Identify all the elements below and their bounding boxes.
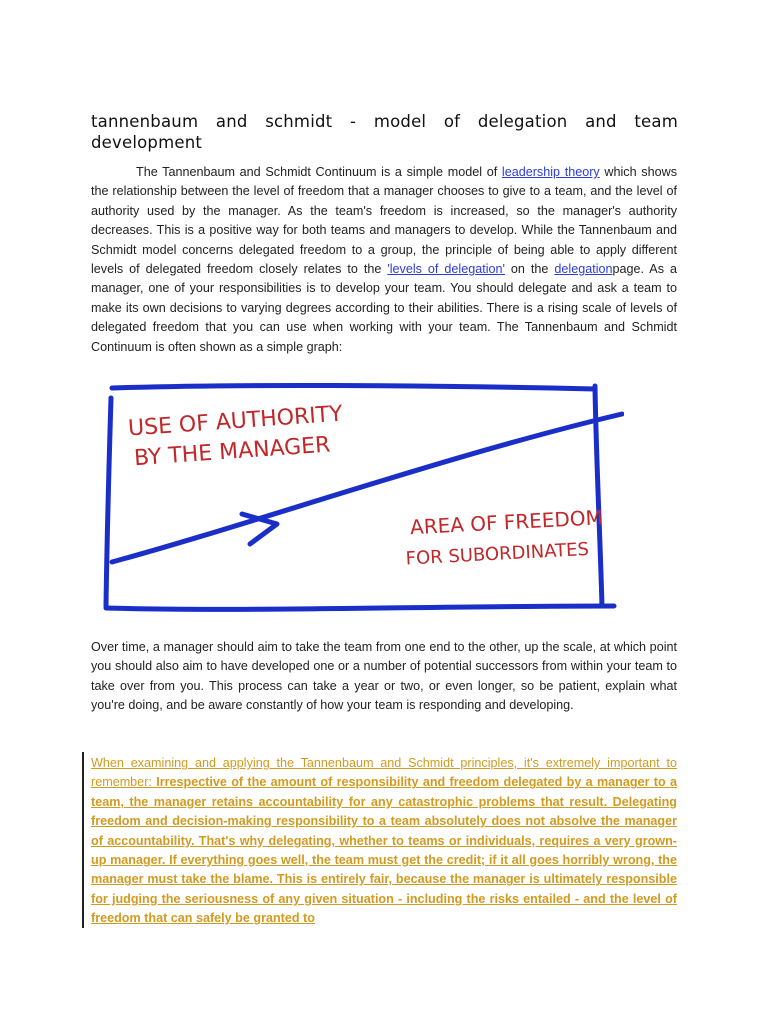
- authority-label: [127, 402, 346, 472]
- authority-label-line2: BY THE MANAGER: [133, 432, 332, 472]
- freedom-label-line1: AREA OF FREEDOM: [409, 505, 604, 540]
- accountability-quote: [91, 754, 677, 929]
- continuum-graph-figure: [92, 374, 624, 620]
- quote-bold-text: Irrespective of the amount of responsibility and freedom delegated by a manager to a team, the manager retains accountability for any catastrophic problems that result. Delegating freedom and decision-making responsibility to a team absolutely does not absolve the manager of accountability. That's why delegating, whether to teams or individuals, requires a very grown-up manager. If everything goes well, the team must get the credit; if it all goes horribly wrong, the manager must take the blame. This is entirely fair, because the manager is ultimately responsible for judging the seriousness of any given situation - including the risks entailed - and the level of freedom that can safely be granted to: [91, 775, 677, 926]
- leadership-theory-link[interactable]: leadership theory: [501, 165, 600, 179]
- intro-text-2: which shows the relationship between the level of freedom that a manager chooses to give to a team, and the level of authority used by the manager. As the team's freedom is increased, so the manager's authority decreases. This is a positive way for both teams and managers to develop. While the Tannenbaum and Schmidt model concerns delegated freedom to a group, the principle of being able to apply different levels of delegated freedom closely relates to the: [91, 165, 677, 277]
- delegation-link[interactable]: delegation: [554, 262, 613, 277]
- intro-text-3: on the: [504, 262, 555, 277]
- quote-bar: [82, 752, 84, 928]
- graph-top-border: [112, 385, 595, 389]
- authority-label-line1: USE OF AUTHORITY: [127, 401, 344, 442]
- continuum-arrow-head: [242, 514, 277, 544]
- freedom-label-line2: FOR SUBORDINATES: [405, 538, 590, 570]
- over-time-paragraph: Over time, a manager should aim to take the team from one end to the other, up the scale, at which point you should also aim to have developed one or a number of potential successors from within your team to take over from you. This process can take a year or two, or even longer, so be patient, explain what you're doing, and be aware constantly of how your team is responding and developing.: [91, 640, 677, 713]
- continuum-graph: [92, 374, 624, 620]
- intro-paragraph: [91, 163, 677, 357]
- intro-text-4: page. As a manager, one of your responsibilities is to develop your team. You should delegate and ask a team to make its own decisions to varying degrees according to their abilities. There is a rising scale of levels of delegated freedom that you can use when working with your team. The Tannenbaum and Schmidt Continuum is often shown as a simple graph:: [91, 262, 677, 354]
- freedom-label: [403, 505, 604, 569]
- graph-left-border: [106, 398, 111, 606]
- graph-bottom-border: [106, 606, 614, 609]
- intro-text-1: The Tannenbaum and Schmidt Continuum is a simple model of: [136, 165, 502, 179]
- quote-intro: When examining and applying the Tannenbaum and Schmidt principles, it's extremely important to remember:: [91, 756, 677, 790]
- levels-of-delegation-link[interactable]: 'levels of delegation': [387, 262, 505, 277]
- page-title: tannenbaum and schmidt - model of delegation and team development: [91, 112, 678, 152]
